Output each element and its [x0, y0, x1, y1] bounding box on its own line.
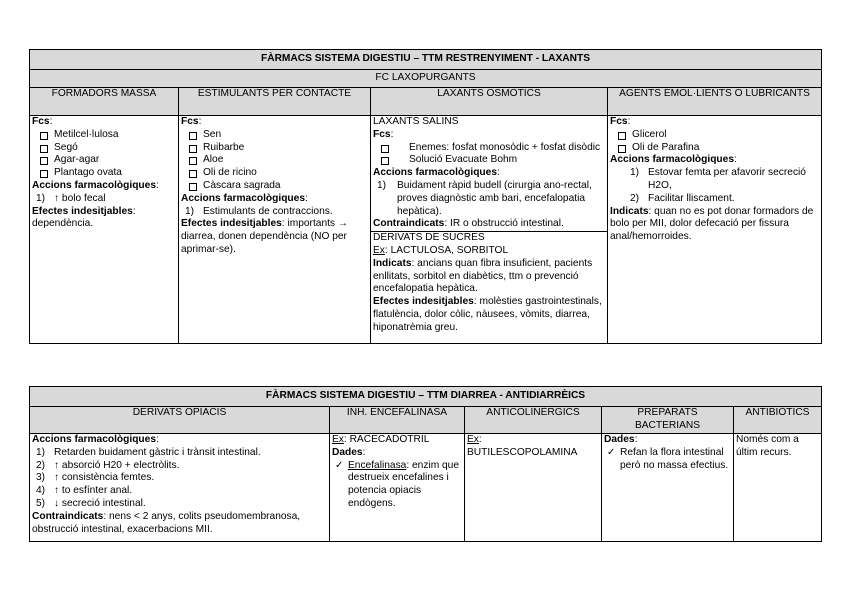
- laxants-table: [29, 49, 822, 344]
- label-accions: Accions farmacològiques: [181, 192, 305, 204]
- list-item: 1) Retarden buidament gàstric i trànsit intestinal.: [36, 446, 261, 458]
- cell-formadors-massa: Fcs: Metilcel·lulosa Segó Agar-agar Plantago ovata Accions farmacològiques: 1) ↑ bolo fecal Efectes indesitjables: dependència.: [30, 116, 179, 344]
- list-item: Metilcel·lulosa: [32, 129, 176, 142]
- dades-list: [332, 460, 462, 511]
- section-sucres: [371, 231, 607, 334]
- check-icon: ✓: [607, 446, 616, 458]
- cell-emollients: Fcs: Glicerol Oli de Parafina Accions farmacològiques: 1) Estovar femta per afavorir secreció H2O, 2) Facilitar lliscament. Indicats: quan no es pot donar formadors de bolo per MII, dolor defecació per fissura anal/hemorroides.: [608, 116, 822, 344]
- label-dades: Dades: [604, 434, 635, 445]
- laxants-subtitle: FC LAXOPURGANTS: [30, 70, 822, 88]
- label-efectes: Efectes indesitjables: [373, 296, 474, 308]
- list-item: 2) ↑ absorció H20 + electròlits.: [36, 459, 180, 471]
- label-accions: Accions farmacològiques: [32, 434, 156, 445]
- list-item: ✓ Refan la flora intestinal però no massa efectius.: [607, 446, 729, 471]
- list-item: Enemes: fosfat monosòdic + fosfat disòdic: [373, 142, 605, 155]
- efectes-text: Efectes indesitjables: molèsties gastrointestinals, flatulència, dolor còlic, nàusees, vòmits, diarrea, hiponatrèmia greu.: [373, 296, 602, 333]
- check-icon: ✓: [335, 459, 344, 471]
- label-indicats: Indicats: [610, 205, 649, 217]
- list-item: 2) Facilitar lliscament.: [630, 192, 735, 204]
- list-item: 1) Buidament ràpid budell (cirurgia ano-rectal, proves diagnòstic amb bari, encefalopatia hepàtica).: [377, 179, 592, 217]
- cell-inh-encefalinasa: Ex: RACECADOTRIL Dades: ✓ Encefalinasa: enzim que destrueix encefalines i potencia opiacis endògens.: [330, 434, 465, 542]
- efectes-text: Efectes indesitjables: importants → diarrea, donen dependència (NO per aprimar-se).: [181, 218, 349, 255]
- list-item: Ruibarbe: [181, 142, 368, 155]
- fcs-list: [181, 129, 368, 193]
- cell-estimulants: Fcs: Sen Ruibarbe Aloe Oli de ricino Càscara sagrada Accions farmacològiques: 1) Estimulants de contraccions. Efectes indesitjables: importants → diarrea, donen dependència (NO per aprimar-se).: [179, 116, 371, 344]
- cell-antibiotics: Només com a últim recurs.: [734, 434, 822, 542]
- fcs-list: [32, 129, 176, 180]
- efectes-text: dependència.: [32, 218, 94, 230]
- header-anticolinergics: ANTICOLINÈRGICS: [465, 407, 602, 434]
- label-accions: Accions farmacològiques: [32, 179, 156, 191]
- section-title-sucres: DERIVATS DE SUCRES: [373, 232, 485, 244]
- accions-list: [181, 206, 368, 219]
- ex-text: BUTILESCOPOLAMINA: [467, 446, 578, 458]
- list-item: Segó: [32, 142, 176, 155]
- header-osmotics: LAXANTS OSMÒTICS: [371, 88, 608, 116]
- label-ex: Ex: [467, 434, 479, 445]
- diarrea-table: [29, 386, 822, 542]
- list-item: 1) Estovar femta per afavorir secreció H2O,: [630, 167, 806, 191]
- ex-text: Ex: RACECADOTRIL: [332, 434, 430, 445]
- label-fcs: Fcs: [373, 128, 391, 140]
- list-item: Sen: [181, 129, 368, 142]
- accions-list: [373, 180, 605, 218]
- indicats-text: Indicats: ancians quan fibra insuficient, pacients enllitats, sorbitol en diabètics, ttm o prevenció encefalopatia hepàtica.: [373, 257, 593, 295]
- label-accions: Accions farmacològiques: [373, 167, 497, 179]
- header-inh-encefalinasa: INH. ENCEFALINASA: [330, 407, 465, 434]
- label-fcs: Fcs: [32, 116, 50, 127]
- accions-list: [610, 167, 819, 205]
- list-item: 5) ↓ secreció intestinal.: [36, 497, 146, 509]
- accions-list: [32, 447, 327, 511]
- label-accions: Accions farmacològiques: [610, 154, 734, 166]
- list-item: 4) ↑ to esfínter anal.: [36, 485, 133, 497]
- indicats-text: Indicats: quan no es pot donar formadors de bolo per MII, dolor defecació per fissura anal/hemorroides.: [610, 205, 814, 243]
- list-item: Càscara sagrada: [181, 180, 368, 193]
- label-efectes: Efectes indesitjables: [181, 218, 282, 230]
- dades-list: [604, 447, 731, 473]
- ex-text: Ex: LACTULOSA, SORBITOL: [373, 244, 509, 256]
- list-item: Agar-agar: [32, 154, 176, 167]
- list-item: Plantago ovata: [32, 167, 176, 180]
- label-fcs: Fcs: [181, 116, 199, 127]
- diarrea-title: FÀRMACS SISTEMA DIGESTIU – TTM DIARREA - ANTIDIARRÈICS: [30, 387, 822, 407]
- cell-derivats-opiacis: Accions farmacològiques: 1) Retarden buidament gàstric i trànsit intestinal. 2) ↑ absorció H20 + electròlits. 3) ↑ consistència femtes. 4) ↑ to esfínter anal. 5) ↓ secreció intestinal. Contraindicats: nens < 2 anys, colits pseudomembranosa, obstrucció intestinal, exacerbacions MII.: [30, 434, 330, 542]
- list-item: Oli de Parafina: [610, 142, 819, 155]
- header-formadors-massa: FORMADORS MASSA: [30, 88, 179, 116]
- list-item: Glicerol: [610, 129, 819, 142]
- label-contra: Contraindicats: [32, 510, 104, 522]
- section-title-salins: LAXANTS SALINS: [373, 116, 459, 127]
- header-antibiotics: ANTIBIÒTICS: [734, 407, 822, 434]
- fcs-list: [610, 129, 819, 155]
- header-preparats-bacterians: PREPARATS BACTERIANS: [602, 407, 734, 434]
- label-fcs: Fcs: [610, 116, 628, 127]
- cell-anticolinergics: Ex: BUTILESCOPOLAMINA: [465, 434, 602, 542]
- label-contra: Contraindicats: [373, 218, 445, 230]
- list-item: 3) ↑ consistència femtes.: [36, 472, 155, 484]
- contra-text: Contraindicats: IR o obstrucció intestinal.: [373, 218, 564, 230]
- cell-osmotics: LAXANTS SALINS Fcs: Enemes: fosfat monosòdic + fosfat disòdic Solució Evacuate Bohm Accions farmacològiques: 1) Buidament ràpid budell (cirurgia ano-rectal, proves diagnòstic amb bari, encefalopatia hepàtica). Contraindicats: IR o obstrucció intestinal. DERIVATS DE SUCRES Ex: LACTULOSA, SORBITOL Indicats: ancians quan fibra insuficient, pacients enllitats, sorbitol en diabètics, ttm o prevenció encefalopatia hepàtica. Efectes indesitjables: molèsties gastrointestinals, flatulència, dolor còlic, nàusees, vòmits, diarrea, hiponatrèmia greu.: [371, 116, 608, 344]
- list-item: Solució Evacuate Bohm: [373, 154, 605, 167]
- label-ex: Ex: [373, 244, 385, 256]
- cell-preparats-bacterians: Dades: ✓ Refan la flora intestinal però no massa efectius.: [602, 434, 734, 542]
- contra-text: Contraindicats: nens < 2 anys, colits pseudomembranosa, obstrucció intestinal, exacerbacions MII.: [32, 510, 301, 535]
- list-item: ✓ Encefalinasa: enzim que destrueix encefalines i potencia opiacis endògens.: [335, 459, 460, 509]
- header-derivats-opiacis: DERIVATS OPIACIS: [30, 407, 330, 434]
- header-emollients: AGENTS EMOL·LIENTS O LUBRICANTS: [608, 88, 822, 116]
- label-efectes: Efectes indesitjables: [32, 205, 133, 217]
- list-item: Oli de ricino: [181, 167, 368, 180]
- laxants-title: FÀRMACS SISTEMA DIGESTIU – TTM RESTRENYIMENT - LAXANTS: [30, 50, 822, 70]
- label-dades: Dades: [332, 446, 363, 458]
- label-ex: Ex: [332, 434, 344, 445]
- list-item: Aloe: [181, 154, 368, 167]
- header-estimulants: ESTIMULANTS PER CONTACTE: [179, 88, 371, 116]
- accions-list: [32, 193, 176, 206]
- label-indicats: Indicats: [373, 257, 412, 269]
- fcs-list: [373, 142, 605, 168]
- list-item: 1) Estimulants de contraccions.: [185, 205, 333, 217]
- list-item: 1) ↑ bolo fecal: [36, 192, 106, 204]
